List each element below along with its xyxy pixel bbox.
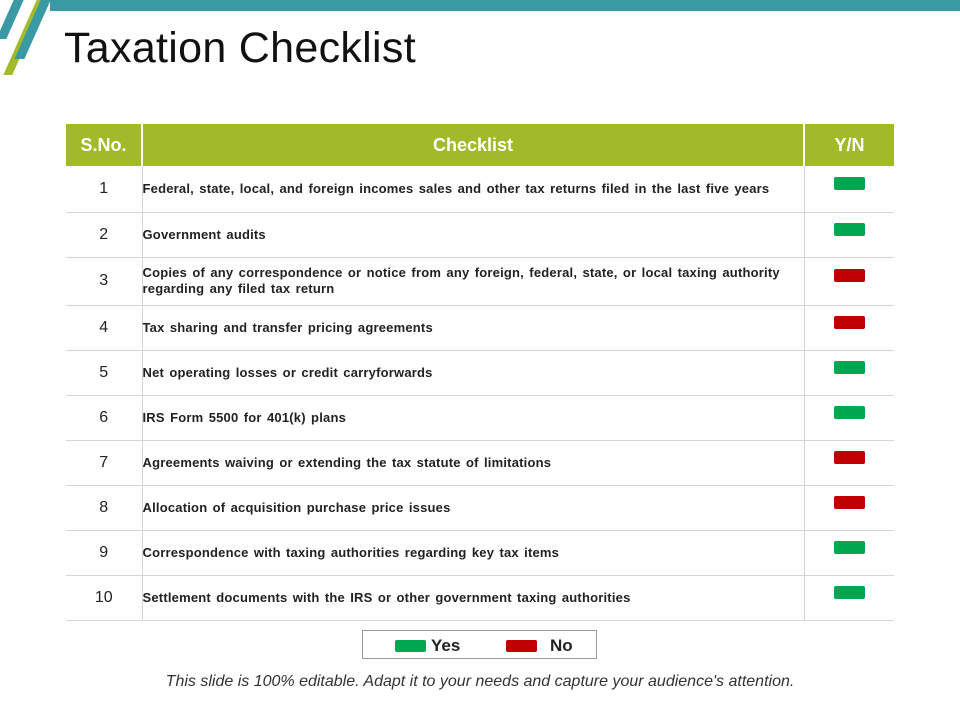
yn-cell (804, 530, 894, 575)
status-yes-indicator (834, 177, 865, 190)
row-number: 5 (66, 350, 142, 395)
checklist-item: Settlement documents with the IRS or other government taxing authorities (142, 575, 804, 620)
yn-cell (804, 166, 894, 212)
status-no-indicator (834, 451, 865, 464)
checklist-item: Agreements waiving or extending the tax statute of limitations (142, 440, 804, 485)
top-accent-bar (50, 0, 960, 11)
checklist-item: Tax sharing and transfer pricing agreements (142, 305, 804, 350)
yn-cell (804, 485, 894, 530)
row-number: 10 (66, 575, 142, 620)
checklist-item: Federal, state, local, and foreign incomes sales and other tax returns filed in the last five years (142, 166, 804, 212)
status-no-indicator (834, 269, 865, 282)
checklist-item: IRS Form 5500 for 401(k) plans (142, 395, 804, 440)
yn-cell (804, 395, 894, 440)
table-row (66, 166, 894, 212)
page-title: Taxation Checklist (64, 24, 416, 72)
status-yes-indicator (834, 223, 865, 236)
checklist-item: Copies of any correspondence or notice from any foreign, federal, state, or local taxing authority regarding any filed tax return (142, 257, 804, 305)
row-number: 4 (66, 305, 142, 350)
row-number: 6 (66, 395, 142, 440)
checklist-item: Correspondence with taxing authorities regarding key tax items (142, 530, 804, 575)
legend-yes-swatch (395, 640, 426, 652)
row-number: 1 (66, 166, 142, 212)
table-row (66, 350, 894, 395)
row-number: 8 (66, 485, 142, 530)
checklist-item: Government audits (142, 212, 804, 257)
table-row (66, 257, 894, 305)
table-row (66, 395, 894, 440)
yn-cell (804, 305, 894, 350)
status-yes-indicator (834, 586, 865, 599)
legend (362, 630, 597, 659)
row-number: 9 (66, 530, 142, 575)
table-row (66, 530, 894, 575)
yn-cell (804, 257, 894, 305)
header-checklist: Checklist (142, 124, 804, 166)
legend-no-label: No (550, 636, 573, 655)
status-yes-indicator (834, 361, 865, 374)
table-row (66, 485, 894, 530)
row-number: 2 (66, 212, 142, 257)
checklist-item: Allocation of acquisition purchase price issues (142, 485, 804, 530)
checklist-item: Net operating losses or credit carryforwards (142, 350, 804, 395)
checklist-table (66, 124, 894, 621)
status-no-indicator (834, 316, 865, 329)
header-yn: Y/N (804, 124, 894, 166)
header-sno: S.No. (66, 124, 142, 166)
status-no-indicator (834, 496, 865, 509)
table-row (66, 440, 894, 485)
footer-note: This slide is 100% editable. Adapt it to your needs and capture your audience's attention. (165, 673, 795, 690)
row-number: 7 (66, 440, 142, 485)
table-row (66, 305, 894, 350)
yn-cell (804, 575, 894, 620)
legend-yes-label: Yes (431, 636, 461, 655)
table-row (66, 575, 894, 620)
status-yes-indicator (834, 406, 865, 419)
status-yes-indicator (834, 541, 865, 554)
yn-cell (804, 350, 894, 395)
yn-cell (804, 440, 894, 485)
table-header-row (66, 124, 894, 166)
table-row (66, 212, 894, 257)
row-number: 3 (66, 257, 142, 305)
yn-cell (804, 212, 894, 257)
legend-no-swatch (506, 640, 537, 652)
